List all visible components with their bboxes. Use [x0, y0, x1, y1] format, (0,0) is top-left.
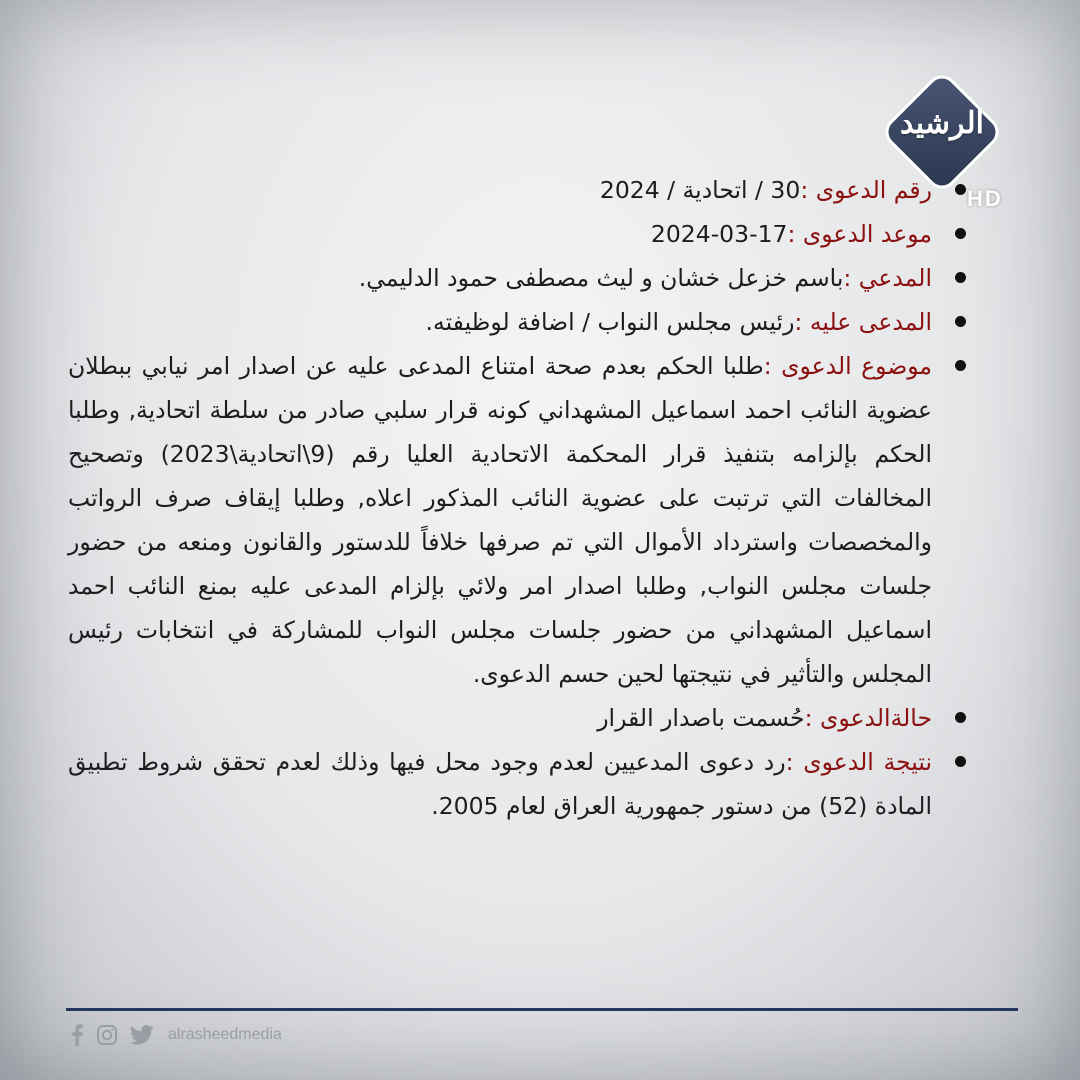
list-item-defendant	[68, 300, 970, 344]
instagram-icon[interactable]	[96, 1024, 118, 1046]
item-label: المدعي	[858, 264, 932, 292]
social-handle[interactable]: alrasheedmedia	[168, 1026, 282, 1043]
footer-divider	[66, 1008, 1018, 1011]
item-label: موعد الدعوى	[802, 220, 932, 248]
item-value: رد دعوى المدعيين لعدم وجود محل فيها وذلك لعدم تحقق شروط تطبيق المادة (52) من دستور جمهورية العراق لعام 2005.	[68, 748, 932, 820]
label-separator: :	[843, 264, 859, 292]
item-value: 30 / اتحادية / 2024	[599, 176, 801, 204]
label-separator: :	[800, 176, 816, 204]
item-label: موضوع الدعوى	[781, 352, 933, 380]
twitter-icon[interactable]	[130, 1025, 154, 1045]
list-item-plaintiff	[68, 256, 970, 300]
item-value: 17-03-2024	[650, 220, 788, 248]
logo-wordmark: الرشيد	[900, 106, 984, 141]
item-label: المدعى عليه	[809, 308, 932, 336]
list-item-case-date	[68, 212, 970, 256]
label-separator: :	[785, 748, 804, 776]
list-item-subject	[68, 344, 970, 696]
case-details	[68, 168, 970, 828]
hd-badge: HD	[967, 186, 1003, 211]
item-value: طلبا الحكم بعدم صحة امتناع المدعى عليه عن اصدار امر نيابي ببطلان عضوية النائب احمد اسماعيل المشهداني كونه قرار سلبي صادر من سلطة اتحادية, وطلبا الحكم بإلزامه بتنفيذ قرار المحكمة الاتحادية العليا رقم (9\اتحادية\2023) وتصحيح المخالفات التي ترتبت على عضوية النائب المذكور اعلاه, وطلبا إيقاف صرف الرواتب والمخصصات واسترداد الأموال التي تم صرفها خلافاً للدستور والقانون ومنعه من حضور جلسات مجلس النواب, وطلبا اصدار امر ولائي بإلزام المدعى عليه بمنع النائب احمد اسماعيل المشهداني من حضور جلسات مجلس النواب للمشاركة في انتخابات رئيس المجلس والتأثير في نتيجتها لحين حسم الدعوى.	[68, 352, 932, 688]
item-label: نتيجة الدعوى	[803, 748, 933, 776]
item-label: حالةالدعوى	[819, 704, 932, 732]
list-item-case-number	[68, 168, 970, 212]
label-separator: :	[794, 308, 810, 336]
label-separator: :	[763, 352, 782, 380]
social-footer	[70, 1020, 282, 1050]
list-item-result	[68, 740, 970, 828]
facebook-icon[interactable]	[70, 1024, 84, 1046]
list-item-status	[68, 696, 970, 740]
item-label: رقم الدعوى	[815, 176, 932, 204]
label-separator: :	[787, 220, 803, 248]
label-separator: :	[804, 704, 820, 732]
item-value: باسم خزعل خشان و ليث مصطفى حمود الدليمي.	[358, 264, 844, 292]
case-list	[68, 168, 970, 828]
item-value: حُسمت باصدار القرار	[597, 704, 805, 732]
item-value: رئيس مجلس النواب / اضافة لوظيفته.	[425, 308, 795, 336]
